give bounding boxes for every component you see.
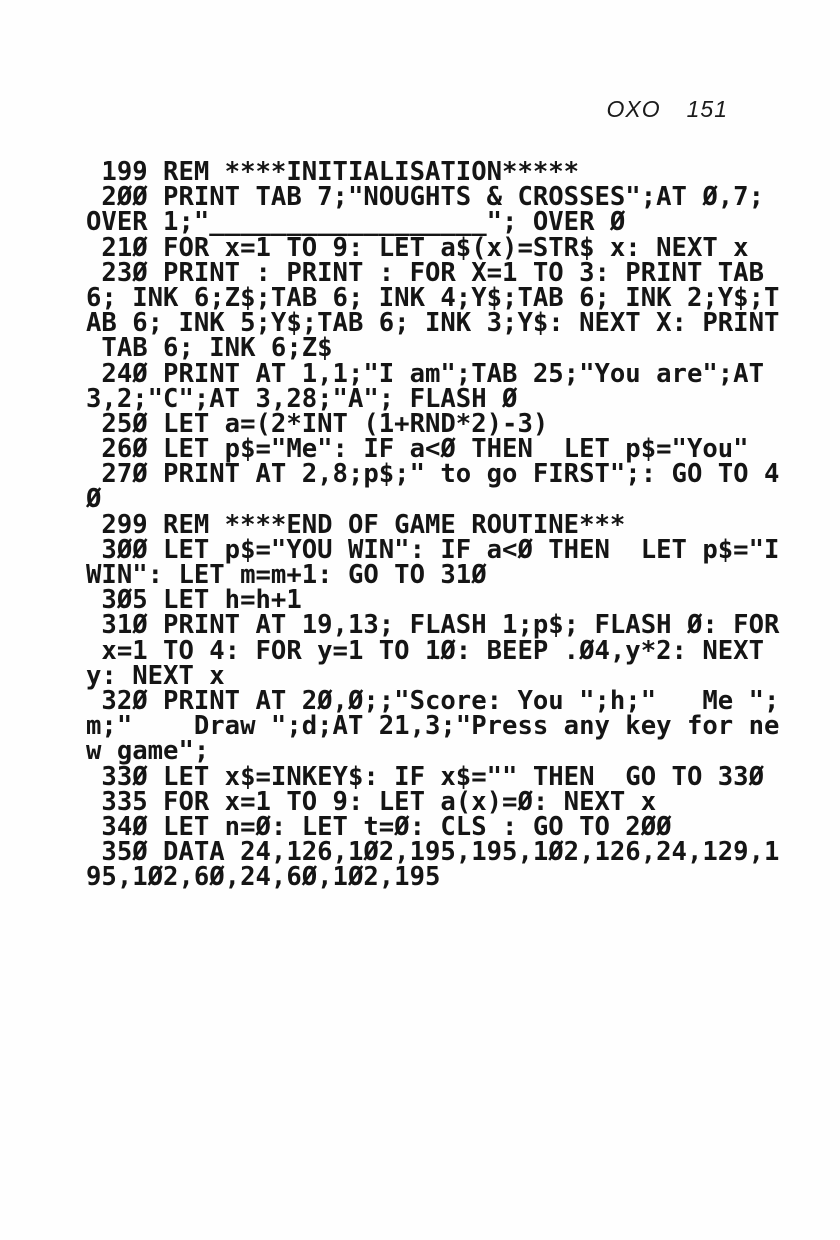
code-line: Ø bbox=[86, 484, 102, 515]
code-line: 299 REM ****END OF GAME ROUTINE*** bbox=[86, 509, 626, 540]
code-line: 199 REM ****INITIALISATION***** bbox=[86, 157, 580, 187]
code-line: 31Ø PRINT AT 19,13; FLASH 1;p$; FLASH Ø: FOR bbox=[86, 610, 780, 641]
code-line: 95,1Ø2,6Ø,24,6Ø,1Ø2,195 bbox=[86, 862, 441, 893]
code-line: 32Ø PRINT AT 2Ø,Ø;;"Score: You ";h;" Me "; bbox=[86, 685, 780, 716]
code-line: WIN": LET m=m+1: GO TO 31Ø bbox=[86, 560, 487, 590]
code-line: 27Ø PRINT AT 2,8;p$;" to go FIRST";: GO TO 4 bbox=[86, 459, 780, 490]
code-line: 24Ø PRINT AT 1,1;"I am";TAB 25;"You are";AT bbox=[86, 358, 764, 389]
code-line: 25Ø LET a=(2*INT (1+RND*2)-3) bbox=[86, 408, 549, 439]
code-line: w game"; bbox=[86, 736, 210, 767]
code-line: 335 FOR x=1 TO 9: LET a(x)=Ø: NEXT x bbox=[86, 786, 657, 817]
code-line: 3Ø5 LET h=h+1 bbox=[86, 585, 302, 616]
code-listing bbox=[86, 157, 780, 893]
code-line: TAB 6; INK 6;Z$ bbox=[86, 333, 333, 364]
code-line: OVER 1;"__________________"; OVER Ø bbox=[86, 207, 626, 238]
code-line: 35Ø DATA 24,126,1Ø2,195,195,1Ø2,126,24,129,1 bbox=[86, 837, 780, 868]
code-line: 2ØØ PRINT TAB 7;"NOUGHTS & CROSSES";AT Ø,7; bbox=[86, 182, 764, 213]
code-line: y: NEXT x bbox=[86, 660, 225, 691]
page-number: 151 bbox=[686, 96, 728, 122]
code-line: 33Ø LET x$=INKEY$: IF x$="" THEN GO TO 33Ø bbox=[86, 761, 764, 792]
code-line: 34Ø LET n=Ø: LET t=Ø: CLS : GO TO 2ØØ bbox=[86, 811, 672, 842]
code-line: 23Ø PRINT : PRINT : FOR X=1 TO 3: PRINT TAB bbox=[86, 257, 764, 288]
code-line: 6; INK 6;Z$;TAB 6; INK 4;Y$;TAB 6; INK 2;Y$;T bbox=[86, 282, 780, 313]
code-line: m;" Draw ";d;AT 21,3;"Press any key for ne bbox=[86, 711, 780, 742]
code-line: AB 6; INK 5;Y$;TAB 6; INK 3;Y$: NEXT X: PRINT bbox=[86, 308, 780, 339]
code-line: 21Ø FOR x=1 TO 9: LET a$(x)=STR$ x: NEXT x bbox=[86, 232, 749, 263]
code-line: 3ØØ LET p$="YOU WIN": IF a<Ø THEN LET p$="I bbox=[86, 534, 780, 565]
code-line: 3,2;"C";AT 3,28;"A"; FLASH Ø bbox=[86, 383, 518, 414]
code-line: x=1 TO 4: FOR y=1 TO 1Ø: BEEP .Ø4,y*2: NEXT bbox=[86, 635, 764, 666]
code-line: 26Ø LET p$="Me": IF a<Ø THEN LET p$="You" bbox=[86, 434, 749, 465]
running-head bbox=[0, 96, 728, 123]
running-head-title: OXO bbox=[606, 96, 661, 122]
